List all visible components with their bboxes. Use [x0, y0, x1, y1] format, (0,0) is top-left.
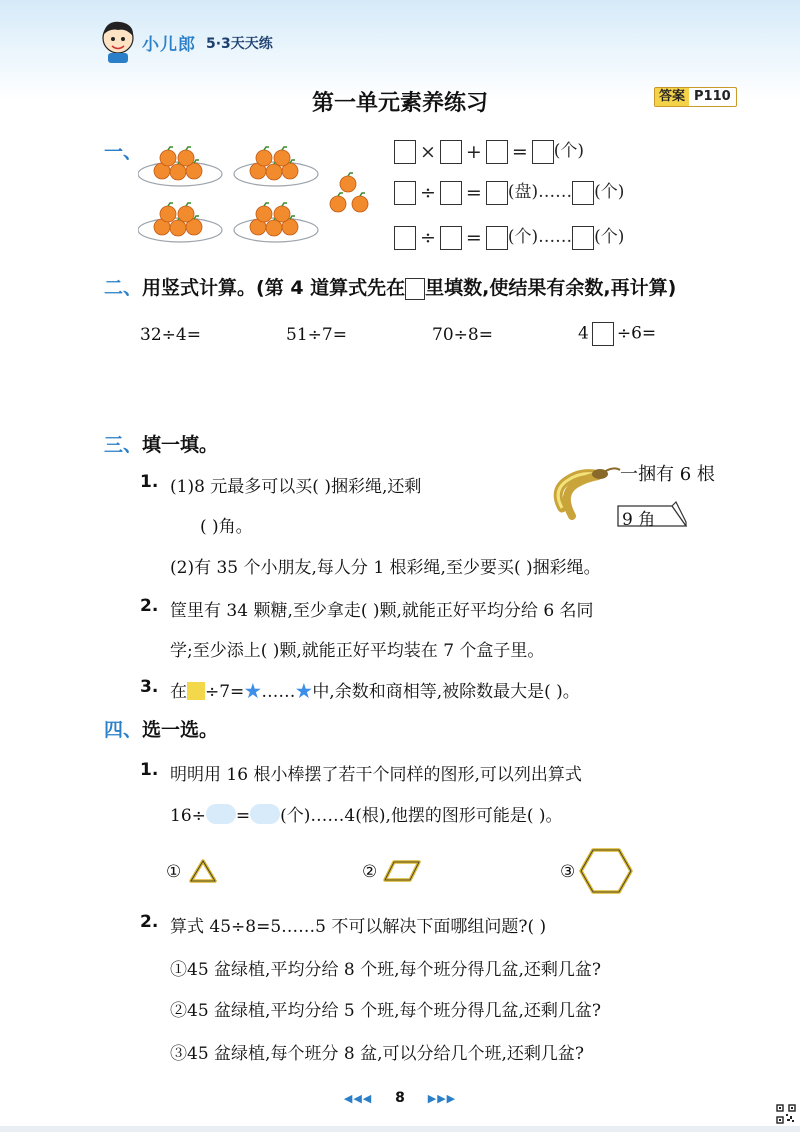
star-icon: ★ — [244, 682, 262, 702]
loose-orange — [340, 173, 356, 192]
triangle-shape-icon — [188, 858, 218, 884]
q3-2-text-cont: 学;至少添上( )颗,就能正好平均装在 7 个盒子里。 — [170, 641, 545, 661]
q4-1-text: 明明用 16 根小棒摆了若干个同样的图形,可以列出算式 — [170, 765, 582, 785]
qr-code-icon — [776, 1104, 796, 1124]
option-2-label: ② — [362, 862, 378, 882]
answer-box[interactable] — [440, 226, 462, 250]
price-tag — [614, 500, 690, 528]
answer-box[interactable] — [440, 140, 462, 164]
plate-1 — [138, 147, 222, 186]
answer-box[interactable] — [394, 181, 416, 205]
unknown-highlight-box — [187, 682, 205, 700]
answer-box[interactable] — [572, 181, 594, 205]
page-title: 第一单元素养练习 — [311, 91, 488, 116]
bundle-note: 一捆有 6 根 — [620, 464, 715, 485]
series-name: 5·3天天练 — [206, 36, 273, 52]
section-4-heading: 四、选一选。 — [104, 719, 219, 741]
q4-1-text-cont: 16÷ = (个)……4(根),他摆的图形可能是( )。 — [170, 806, 563, 826]
q4-1-number: 1. — [140, 760, 159, 780]
q3-1-number: 1. — [140, 472, 159, 492]
q4-2-text: 算式 45÷8=5……5 不可以解决下面哪组问题?( ) — [170, 917, 547, 937]
q4-2-option-3: ③45 盆绿植,每个班分 8 盆,可以分给几个班,还剩几盆? — [170, 1044, 584, 1064]
parallelogram-shape-icon — [382, 858, 422, 884]
q3-1-2-text: (2)有 35 个小朋友,每人分 1 根彩绳,至少要买( )捆彩绳。 — [170, 558, 601, 578]
oranges-plates-illustration — [138, 136, 378, 248]
right-arrows-icon: ▶▶▶ — [427, 1092, 457, 1105]
hexagon-shape-icon — [578, 846, 634, 896]
equation-3: ÷ = (个)…… (个) — [394, 224, 624, 251]
problem-2: 51÷7= — [286, 325, 347, 345]
answer-box[interactable] — [394, 226, 416, 250]
option-3-label: ③ — [560, 862, 576, 882]
q3-1-1-text-cont: ( )角。 — [200, 517, 253, 537]
answer-box[interactable] — [394, 140, 416, 164]
answer-box[interactable] — [440, 181, 462, 205]
problem-4: 4 ÷6= — [578, 322, 656, 346]
equation-1: × + = (个) — [394, 138, 584, 165]
page-footer — [0, 1090, 800, 1106]
page-number: 8 — [395, 1090, 405, 1106]
brand-logo: 小儿郎 — [142, 35, 196, 55]
problem-3: 70÷8= — [432, 325, 493, 345]
bottom-strip — [0, 1126, 800, 1132]
heading-box — [405, 278, 425, 300]
mascot-boy-icon — [98, 18, 138, 64]
left-arrows-icon: ◀◀◀ — [343, 1092, 373, 1105]
star-icon: ★ — [295, 682, 313, 702]
q3-2-text: 筐里有 34 颗糖,至少拿走( )颗,就能正好平均分给 6 名同 — [170, 601, 594, 621]
answer-box[interactable] — [486, 181, 508, 205]
loose-orange — [352, 193, 368, 212]
answer-page: P110 — [694, 89, 731, 104]
equation-2: ÷ = (盘)…… (个) — [394, 179, 624, 206]
q3-1-1-text: (1)8 元最多可以买( )捆彩绳,还剩 — [170, 477, 422, 497]
answer-box[interactable] — [532, 140, 554, 164]
q3-2-number: 2. — [140, 596, 159, 616]
option-1-label: ① — [166, 862, 182, 882]
q3-3-number: 3. — [140, 677, 159, 697]
answer-label: 答案 — [655, 88, 689, 106]
section-3-heading: 三、填一填。 — [104, 434, 219, 456]
q4-2-option-2: ②45 盆绿植,平均分给 5 个班,每个班分得几盆,还剩几盆? — [170, 1001, 601, 1021]
loose-orange — [330, 193, 346, 212]
price-tag-label: 9 角 — [622, 510, 656, 530]
plate-3 — [138, 203, 222, 242]
plate-4 — [234, 203, 318, 242]
answer-reference-badge — [654, 87, 737, 107]
answer-box[interactable] — [486, 226, 508, 250]
q4-2-option-1: ①45 盆绿植,平均分给 8 个班,每个班分得几盆,还剩几盆? — [170, 960, 601, 980]
answer-box[interactable] — [486, 140, 508, 164]
q4-2-number: 2. — [140, 912, 159, 932]
section-1-number: 一、 — [104, 141, 143, 163]
plate-2 — [234, 147, 318, 186]
problem-1: 32÷4= — [140, 325, 201, 345]
q3-3-text: 在 ÷7=★……★中,余数和商相等,被除数最大是( )。 — [170, 682, 580, 702]
fill-digit-box[interactable] — [592, 322, 614, 346]
answer-box[interactable] — [572, 226, 594, 250]
blurred-blank — [250, 804, 280, 824]
blurred-blank — [206, 804, 236, 824]
section-2-heading: 二、用竖式计算。(第 4 道算式先在 里填数,使结果有余数,再计算) — [104, 277, 677, 299]
